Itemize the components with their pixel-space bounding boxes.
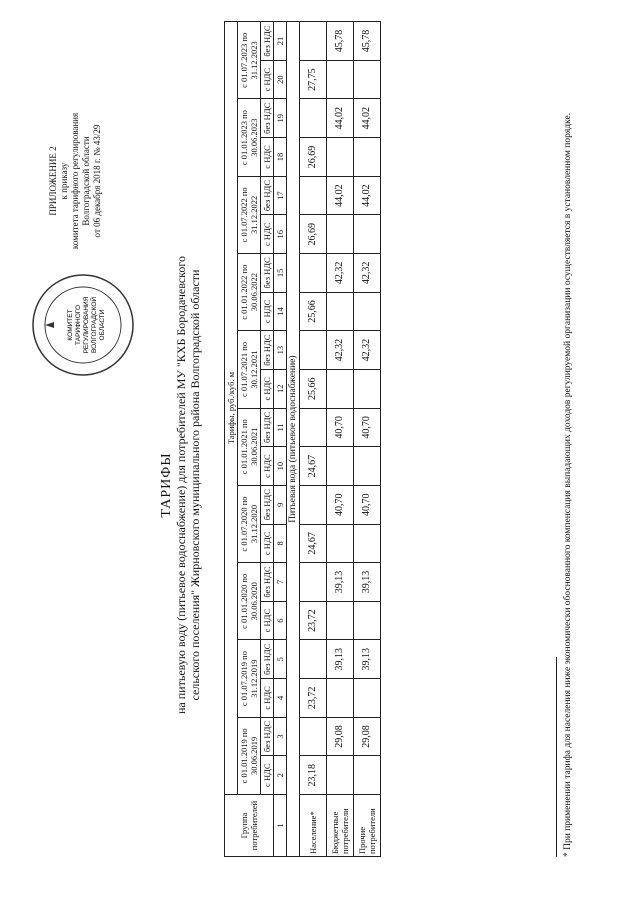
column-number: 10 [274,447,287,486]
table-row [354,22,381,857]
period-header: с 01.01.2020 по 30.06.2020 [238,563,261,640]
footnote: * При применении тарифа для населения ниже экономически обоснованного компенсация выпадающих доходов регулируемой организации осуществляется в установленном порядке. [563,112,573,857]
without-vat-header: без НДС [261,99,274,138]
tariff-cell: 39,13 [327,563,354,602]
stamp-line: к приказу [59,162,69,200]
seal-line: ВОЛГОГРАДСКОЙ [91,296,98,354]
period-header: с 01.07.2019 по 31.12.2019 [238,640,261,717]
tariff-cell [354,679,381,718]
without-vat-header: без НДС [261,176,274,215]
without-vat-header: без НДС [261,408,274,447]
column-number: 19 [274,99,287,138]
column-number: 5 [274,640,287,679]
with-vat-header: с НДС [261,524,274,563]
without-vat-header: без НДС [261,563,274,602]
with-vat-header: с НДС [261,138,274,177]
column-number: 15 [274,254,287,293]
tariff-cell [300,485,327,524]
section-row [287,22,300,857]
stamp-line: ПРИЛОЖЕНИЕ 2 [48,146,58,216]
without-vat-header: без НДС [261,717,274,756]
header-row-vat [261,22,274,857]
tariff-cell: 23,72 [300,601,327,640]
header-row-numbers [274,22,287,857]
tariff-cell: 40,70 [354,408,381,447]
period-header: с 01.01.2022 по 30.06.2022 [238,254,261,331]
tariff-cell: 23,18 [300,756,327,795]
with-vat-header: с НДС [261,292,274,331]
column-number: 1 [274,795,287,857]
section-label: Питьевая вода (питьевое водоснабжение) [287,22,300,857]
tariff-cell [327,60,354,99]
with-vat-header: с НДС [261,60,274,99]
tariff-cell [327,138,354,177]
tariff-cell [300,408,327,447]
footnote-divider [556,657,557,857]
period-header: с 01.01.2021 по 30.06.2021 [238,408,261,485]
column-number: 17 [274,176,287,215]
with-vat-header: с НДС [261,679,274,718]
period-header: с 01.01.2019 по 30.06.2019 [238,717,261,794]
tariff-cell [300,99,327,138]
tariff-cell: 24,67 [300,524,327,563]
tariff-cell [354,369,381,408]
tariff-cell [327,215,354,254]
period-header: с 01.07.2021 по 30.12.2021 [238,331,261,408]
tariff-cell [354,138,381,177]
tariff-cell: 39,13 [327,640,354,679]
tariff-cell [300,640,327,679]
stamp-line: Волгоградской области [81,136,91,226]
tariff-cell [354,601,381,640]
tariff-cell: 39,13 [354,563,381,602]
tariff-cell: 40,70 [327,485,354,524]
tariff-cell: 40,70 [327,408,354,447]
tariff-cell [354,292,381,331]
tariff-cell [300,176,327,215]
consumer-group: Прочие потребители [354,795,381,857]
tariff-cell [327,756,354,795]
without-vat-header: без НДС [261,254,274,293]
column-number: 13 [274,331,287,370]
seal-line: ОБЛАСТИ [99,309,106,341]
column-number: 7 [274,563,287,602]
tariff-cell [354,447,381,486]
column-number: 4 [274,679,287,718]
tariff-cell: 45,78 [354,22,381,61]
column-number: 9 [274,485,287,524]
tariff-cell [327,369,354,408]
column-number: 14 [274,292,287,331]
period-header: с 01.07.2022 по 31.12.2022 [238,176,261,253]
header-row-periods [238,22,261,857]
with-vat-header: с НДС [261,756,274,795]
units-header: Тарифы, руб./куб. м [225,22,238,795]
tariff-cell [300,717,327,756]
tariff-cell: 44,02 [354,176,381,215]
appendix-stamp [48,21,103,341]
column-number: 3 [274,717,287,756]
tariff-cell: 42,32 [354,254,381,293]
title-line-2: сельского поселения" Жирновского муниципального района Волгоградской области [188,269,202,701]
column-number: 8 [274,524,287,563]
seal-line: РЕГУЛИРОВАНИЯ [83,296,90,354]
tariff-cell: 44,02 [354,99,381,138]
title-heading: ТАРИФЫ [159,452,174,518]
tariff-cell: 24,67 [300,447,327,486]
tariff-cell [354,756,381,795]
tariff-cell [354,524,381,563]
consumer-group: Бюджетные потребители [327,795,354,857]
column-number: 20 [274,60,287,99]
tariff-cell [327,447,354,486]
tariff-cell [327,679,354,718]
consumer-group: Население* [300,795,327,857]
column-number: 16 [274,215,287,254]
tariff-cell: 25,66 [300,292,327,331]
tariff-cell [327,524,354,563]
column-number: 2 [274,756,287,795]
tariff-cell: 27,75 [300,60,327,99]
column-number: 6 [274,601,287,640]
tariff-cell [300,331,327,370]
with-vat-header: с НДС [261,369,274,408]
table-row [327,22,354,857]
tariff-cell [354,60,381,99]
tariff-cell [354,215,381,254]
without-vat-header: без НДС [261,485,274,524]
group-header: Группа потребителей [225,795,274,857]
with-vat-header: с НДС [261,215,274,254]
tariff-table [224,21,381,857]
with-vat-header: с НДС [261,447,274,486]
tariff-cell [300,563,327,602]
stamp-line: комитета тарифного регулирования [70,112,80,250]
tariff-cell: 26,69 [300,215,327,254]
tariff-cell: 44,02 [327,99,354,138]
stamp-line: от 06 декабря 2018 г. № 43/29 [92,124,102,238]
without-vat-header: без НДС [261,640,274,679]
tariff-cell [300,22,327,61]
tariff-cell: 42,32 [327,331,354,370]
without-vat-header: без НДС [261,22,274,61]
tariff-cell: 29,08 [327,717,354,756]
tariff-cell: 44,02 [327,176,354,215]
seal-line: ТАРИФНОГО [75,305,82,345]
seal-line: КОМИТЕТ [67,309,74,341]
title-line-1: на питьевую воду (питьевое водоснабжение) для потребителей МУ "КХБ Бородачевского [174,256,188,714]
tariff-cell: 29,08 [354,717,381,756]
column-number: 11 [274,408,287,447]
tariff-cell: 26,69 [300,138,327,177]
tariff-cell: 25,66 [300,369,327,408]
tariff-cell [327,601,354,640]
document-title [160,205,202,765]
table-row [300,22,327,857]
tariff-cell [327,292,354,331]
tariff-cell: 42,32 [327,254,354,293]
column-number: 21 [274,22,287,61]
tariff-cell: 23,72 [300,679,327,718]
tariff-cell [300,254,327,293]
period-header: с 01.07.2020 по 31.12.2020 [238,485,261,562]
period-header: с 01.07.2023 по 31.12.2023 [238,22,261,99]
column-number: 12 [274,369,287,408]
tariff-cell: 45,78 [327,22,354,61]
tariff-cell: 40,70 [354,485,381,524]
header-row-units [225,22,238,857]
column-number: 18 [274,138,287,177]
tariff-cell: 42,32 [354,331,381,370]
period-header: с 01.01.2023 по 30.06.2023 [238,99,261,176]
with-vat-header: с НДС [261,601,274,640]
without-vat-header: без НДС [261,331,274,370]
tariff-cell: 39,13 [354,640,381,679]
